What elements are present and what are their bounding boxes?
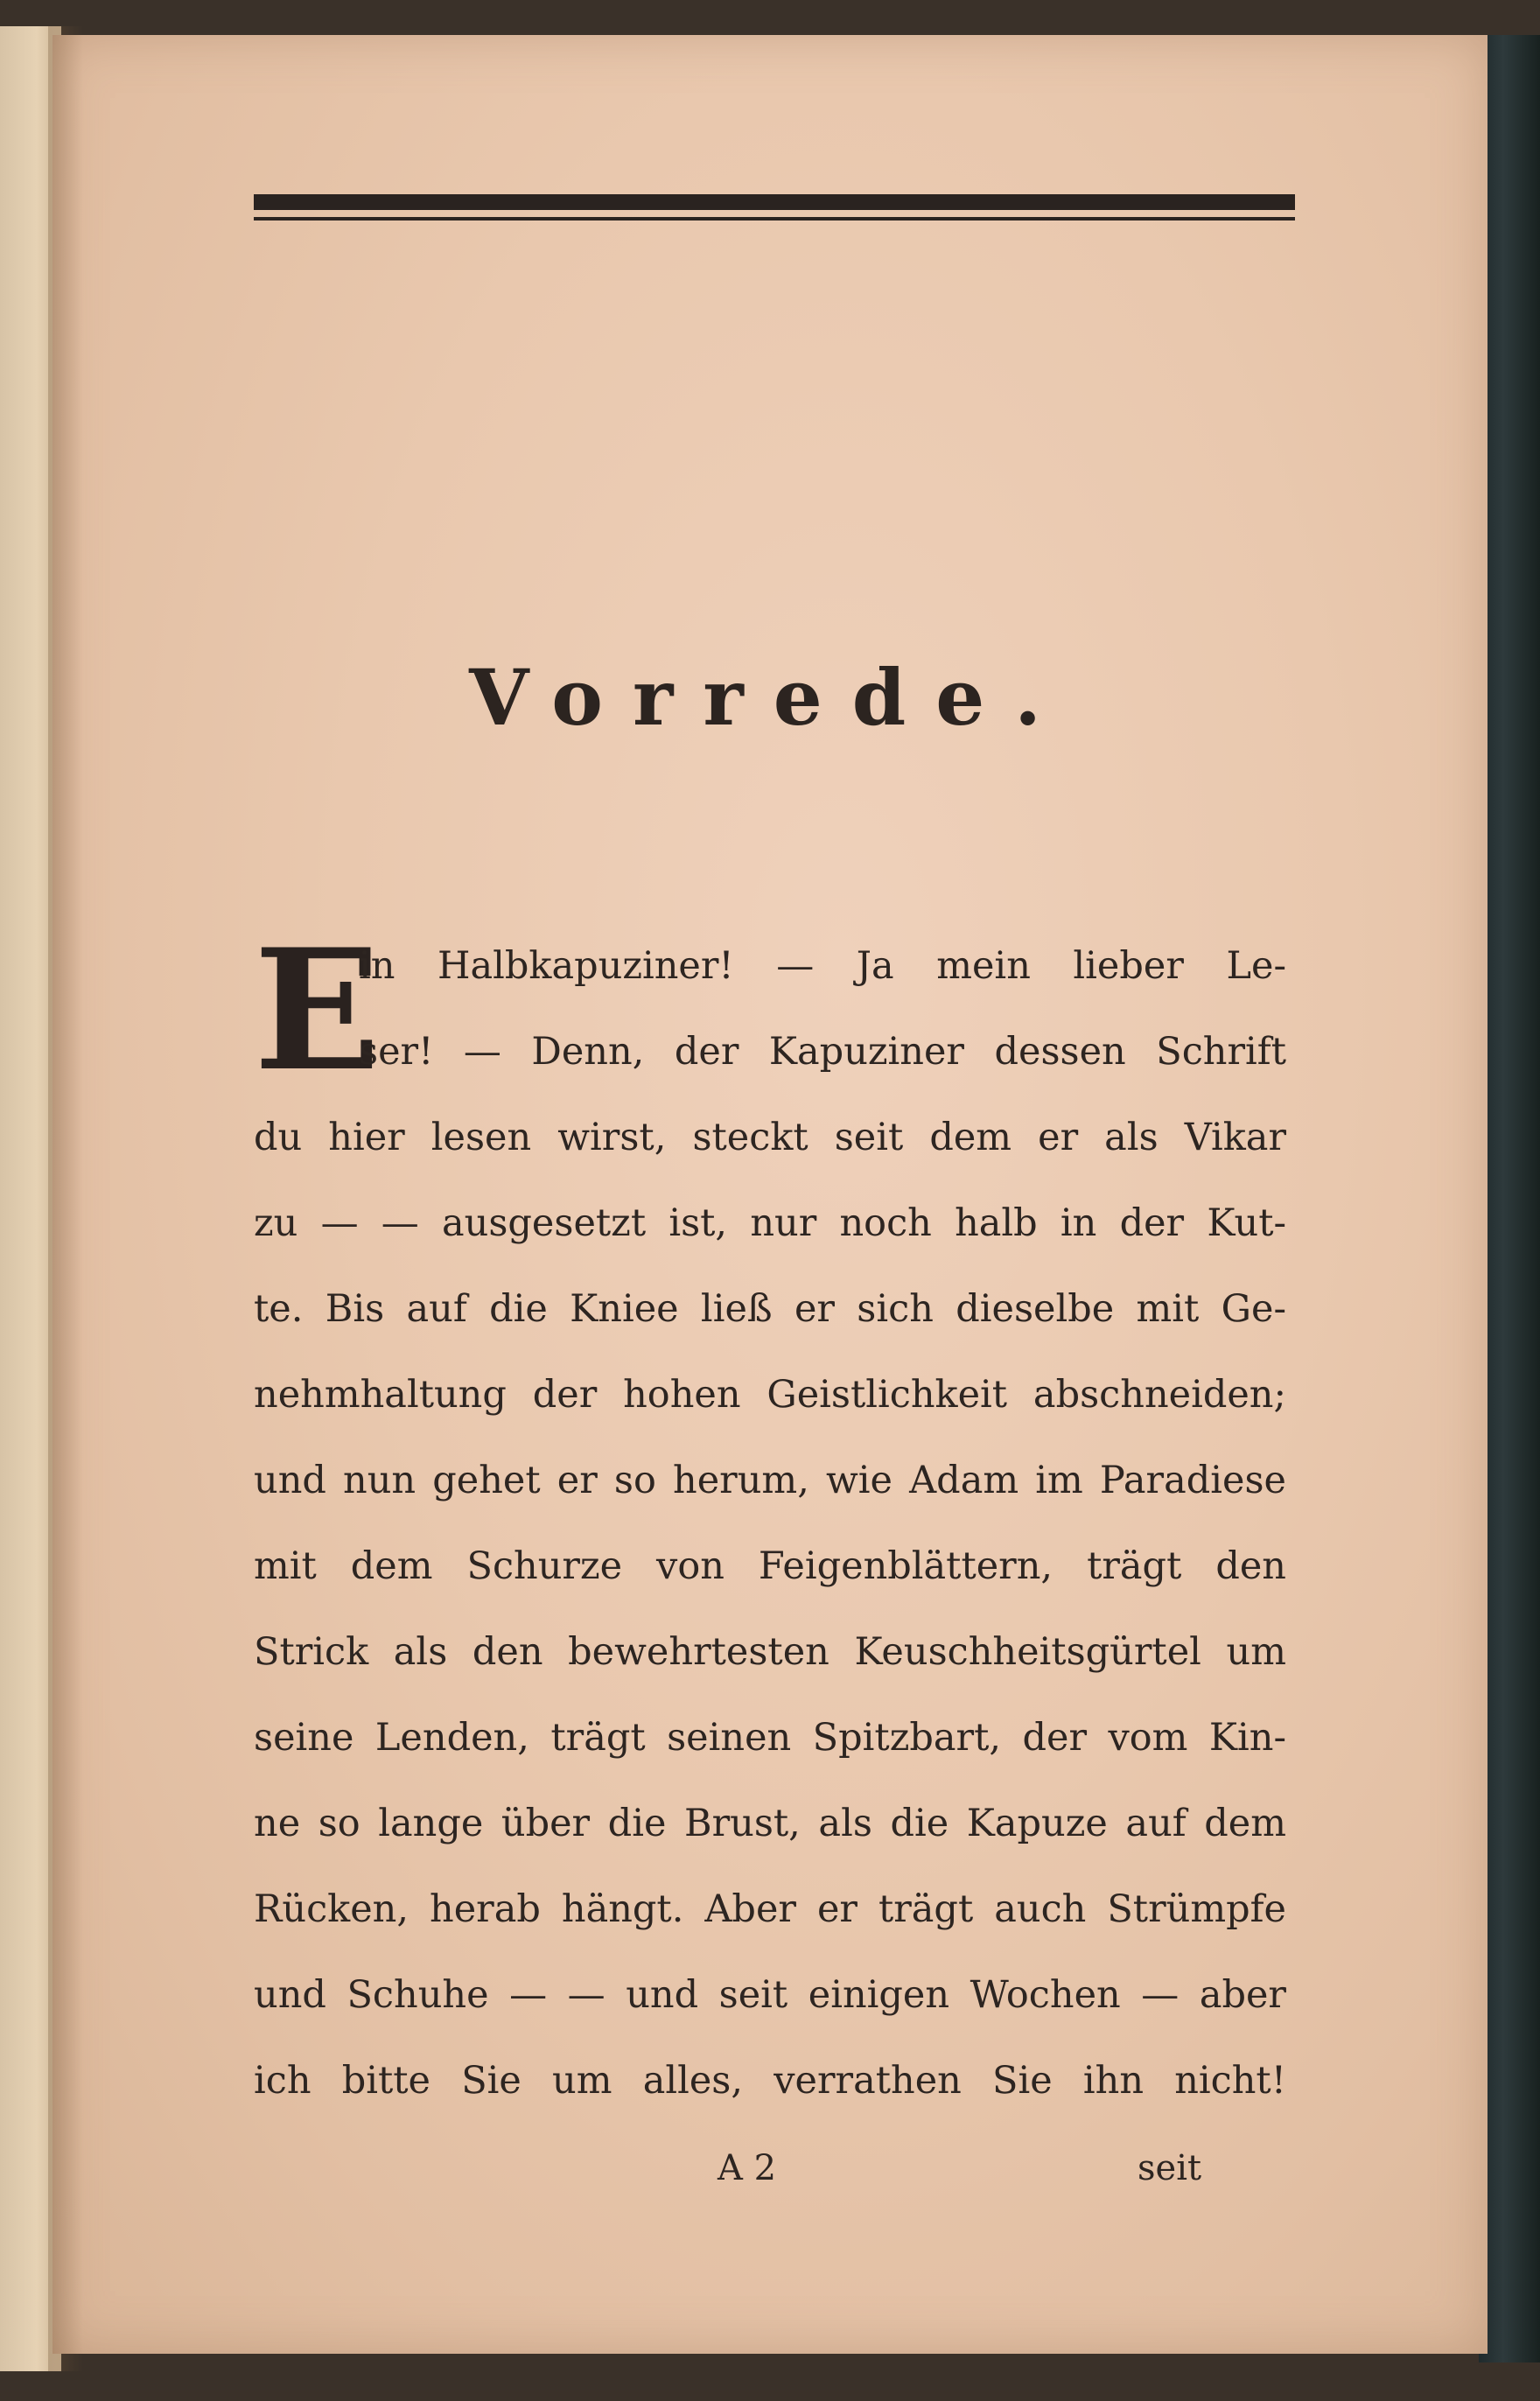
book-cover-edge: [1479, 35, 1540, 2362]
text-line: ser! — Denn, der Kapuziner dessen Schrift: [359, 1030, 1286, 1074]
text-line: nehmhaltung der hohen Geistlichkeit abschneiden;: [254, 1373, 1286, 1417]
text-line: seine Lenden, trägt seinen Spitzbart, der vom Kin-: [254, 1716, 1286, 1760]
text-line: in Halbkapuziner! — Ja mein lieber Le-: [359, 944, 1286, 988]
ornamental-rule-thin: [254, 217, 1295, 220]
text-line: Strick als den bewehrtesten Keuschheitsgürtel um: [254, 1630, 1286, 1674]
text-line: ne so lange über die Brust, als die Kapuze auf dem: [254, 1802, 1286, 1845]
page-heading: Vorrede.: [469, 652, 1071, 743]
text-line: du hier lesen wirst, steckt seit dem er als Vikar: [254, 1116, 1286, 1159]
text-line: Rücken, herab hängt. Aber er trägt auch Strümpfe: [254, 1887, 1286, 1931]
ornamental-rule-thick: [254, 194, 1295, 210]
drop-cap: E: [254, 913, 381, 1108]
catchword: seit: [1138, 2148, 1202, 2188]
text-line: und nun gehet er so herum, wie Adam im Paradiese: [254, 1459, 1286, 1502]
text-line: mit dem Schurze von Feigenblättern, trägt den: [254, 1544, 1286, 1588]
text-line: ich bitte Sie um alles, verrathen Sie ihn nicht!: [254, 2059, 1286, 2103]
text-line: und Schuhe — — und seit einigen Wochen — aber: [254, 1973, 1286, 2017]
text-line: te. Bis auf die Kniee ließ er sich dieselbe mit Ge-: [254, 1287, 1286, 1331]
body-text: [254, 913, 1286, 2124]
spine-shadow: [48, 26, 83, 2371]
text-line: zu — — ausgesetzt ist, nur noch halb in der Kut-: [254, 1201, 1286, 1245]
signature-mark: A 2: [718, 2148, 777, 2188]
